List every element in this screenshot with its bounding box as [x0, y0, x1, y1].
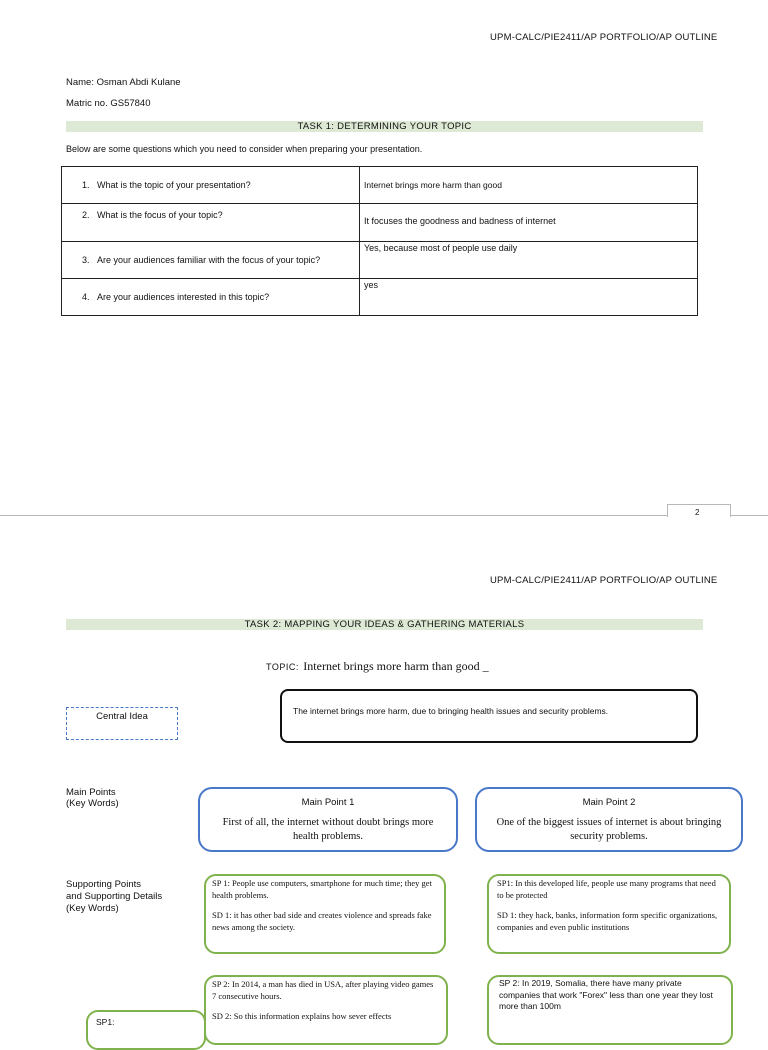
- table-row: [62, 167, 698, 204]
- answer-cell: yes: [360, 279, 698, 316]
- matric-number: Matric no. GS57840: [66, 98, 151, 109]
- mp1-sp2-box: [204, 975, 448, 1045]
- left-partial-text: SP1:: [96, 1017, 115, 1027]
- mp1-sp1-box: [204, 874, 446, 954]
- mp1-sd1-text: SD 1: it has other bad side and creates violence and spreads fake news among the society.: [212, 910, 432, 932]
- main-point-2-box: [475, 787, 743, 852]
- supporting-points-label: Supporting Points and Supporting Details (Key Words): [66, 879, 163, 914]
- mp2-sp1-box: [487, 874, 731, 954]
- questions-table: [61, 166, 698, 316]
- student-name: Name: Osman Abdi Kulane: [66, 77, 181, 88]
- question-cell: 2. What is the focus of your topic?: [62, 204, 360, 242]
- central-idea-text: The internet brings more harm, due to bringing health issues and security problems.: [293, 706, 609, 716]
- table-row: [62, 204, 698, 242]
- mp2-sd1-text: SD 1: they hack, banks, information form specific organizations, companies and even public institutions: [497, 910, 718, 932]
- mp1-sd2-text: SD 2: So this information explains how sever effects: [212, 1011, 392, 1021]
- main-point-1-box: [198, 787, 458, 852]
- main-point-2-text: One of the biggest issues of internet is about bringing security problems.: [496, 817, 722, 842]
- task2-title: TASK 2: MAPPING YOUR IDEAS & GATHERING MATERIALS: [66, 619, 703, 630]
- main-point-2-title: Main Point 2: [582, 797, 636, 808]
- mp1-sp2-text: SP 2: In 2014, a man has died in USA, after playing video games 7 consecutive hours.: [212, 979, 434, 1001]
- question-cell: 4. Are your audiences interested in this topic?: [62, 279, 360, 316]
- answer-cell: Internet brings more harm than good: [360, 167, 698, 204]
- task1-intro: Below are some questions which you need to consider when preparing your presentation.: [66, 144, 423, 154]
- task1-title: TASK 1: DETERMINING YOUR TOPIC: [66, 121, 703, 132]
- topic-line: [266, 657, 489, 675]
- mp2-sp1-text: SP1: In this developed life, people use many programs that need to be protected: [497, 878, 716, 900]
- page1-header: UPM-CALC/PIE2411/AP PORTFOLIO/AP OUTLINE: [490, 32, 718, 43]
- question-cell: 3. Are your audiences familiar with the focus of your topic?: [62, 242, 360, 279]
- mp1-sp1-text: SP 1: People use computers, smartphone for much time; they get health problems.: [212, 878, 432, 900]
- answer-cell: It focuses the goodness and badness of internet: [360, 204, 698, 242]
- question-cell: 1. What is the topic of your presentation?: [62, 167, 360, 204]
- main-point-1-title: Main Point 1: [301, 797, 355, 808]
- main-point-1-text: First of all, the internet without doubt brings more health problems.: [222, 817, 434, 842]
- answer-cell: Yes, because most of people use daily: [360, 242, 698, 279]
- mp2-sp2-text: SP 2: In 2019, Somalia, there have many private companies that work "Forex" less than one year they lost more than 100m: [499, 978, 713, 1011]
- central-idea-box: [280, 689, 698, 743]
- central-idea-label: Central Idea: [96, 711, 148, 722]
- topic-text: Internet brings more harm than good _: [303, 659, 489, 673]
- page-divider: [0, 515, 768, 516]
- main-points-label: Main Points (Key Words): [66, 787, 119, 809]
- page-number: 2: [695, 508, 700, 517]
- left-partial-box: [86, 1010, 206, 1050]
- central-idea-label-box: [66, 707, 178, 740]
- table-row: [62, 242, 698, 279]
- mp2-sp2-box: [487, 975, 733, 1045]
- topic-label: TOPIC:: [266, 662, 299, 672]
- table-row: [62, 279, 698, 316]
- page2-header: UPM-CALC/PIE2411/AP PORTFOLIO/AP OUTLINE: [490, 575, 718, 586]
